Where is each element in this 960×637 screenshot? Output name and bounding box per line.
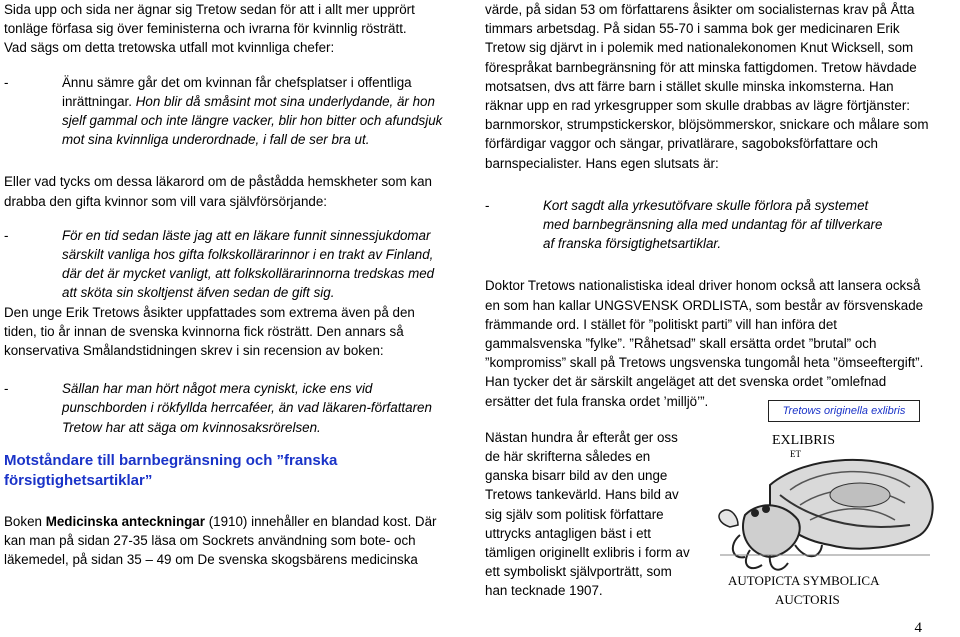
quote-dash: - <box>4 381 9 397</box>
paragraph-medicinska-rest: (1910) innehåller en blandad kost. Där kan man på sidan 27-35 läsa om Sockrets användning som bote- och läkemedel, på sidan 35 – 49 om De svenska skogsbärens medicinska <box>4 513 437 568</box>
exlibris-bottom-line2: AUCTORIS <box>775 592 840 607</box>
book-title: Medicinska anteckningar <box>45 513 205 529</box>
quote-chefer <box>4 73 444 150</box>
left-column <box>4 0 444 569</box>
quote-smalandstidningen <box>4 379 434 437</box>
quote-chefer-lead: Ännu sämre går det om kvinnan får chefsplatser i offentliga inrättningar. <box>62 74 412 109</box>
paragraph-extrema: Den unge Erik Tretows åsikter uppfattades som extrema även på den tiden, tio år innan de svenska kvinnorna fick rösträtt. Den annars så konservativa Smålandstidningen skrev i sin recension av boken: <box>4 304 415 359</box>
quote-lakare <box>4 226 444 303</box>
quote-smaland-text: Sällan har man hört något mera cyniskt, icke ens vid punschborden i rökfyllda herrcaféer, än vad läkaren-författaren Tretow har att säga om kvinnosaksrörelsen. <box>62 381 432 435</box>
exlibris-top-text: EXLIBRIS <box>772 433 835 448</box>
paragraph-ordlista: Doktor Tretows nationalistiska ideal driver honom också att lansera också en som han kallar UNGSVENSK ORDLISTA, som består av försvenskade främmande ord. I stället för ”politiskt parti” vill han införa det gammalsvenska ”fylke”. ”Råhetsad” skall ersätta ordet ”brutal” och ”kompromiss” skall på Tretows ungsvenska tungomål heta ”ömseeftergift”. Han tycker det är särskilt angeläget att det svenska ordet ”omlefnad ersätter det fula franska ordet ’milljö’”. <box>485 278 924 409</box>
quote-dash: - <box>485 197 490 213</box>
exlibris-bottom-line1: AUTOPICTA SYMBOLICA <box>728 573 880 588</box>
paragraph-exlibris: Nästan hundra år efteråt ger oss de här skrifterna således en ganska bisarr bild av den unge Tretows tankevärld. Hans bild av sig själv som politisk författare uttrycks antagligen bäst i ett tämligen originellt exlibris i form av ett symboliskt självporträtt, som han tecknade 1907. <box>485 429 690 599</box>
exlibris-top-sub: ET <box>790 449 801 459</box>
quote-dash: - <box>4 74 9 90</box>
paragraph-medicinska <box>4 512 444 570</box>
quote-dash: - <box>4 227 9 243</box>
exlibris-caption: Tretows originella exlibris <box>768 400 920 422</box>
quote-kort-text: Kort sagdt alla yrkesutöfvare skulle förlora på systemet med barnbegränsning alla med undantag för af tillverkare af franska försigtighetsartiklar. <box>543 197 883 252</box>
exlibris-image <box>710 395 940 623</box>
quote-chefer-text: Hon blir då småsint mot sina underlydande, är hon sjelf gammal och inte längre vacker, blir hon bitter och afundsjuk mot sina kvinnliga underordnade, i fall de ser bra ut. <box>62 93 443 148</box>
hermit-crab-drawing <box>710 395 940 623</box>
quote-kort-sagdt <box>485 196 883 254</box>
intro-paragraph: Sida upp och sida ner ägnar sig Tretow sedan för att i allt mer upprört tonläge förfasa sig över feministerna och ivrarna för kvinnlig rösträtt. Vad sägs om detta tretowska utfall mot kvinnliga chefer: <box>4 2 415 56</box>
paragraph-medicinska-lead: Boken <box>4 513 46 529</box>
page-number: 4 <box>914 620 922 636</box>
section-heading: Motståndare till barnbegränsning och ”franska försigtighetsartiklar” <box>4 451 338 489</box>
paragraph-lakarord: Eller vad tycks om dessa läkarord om de påstådda hemskheter som kan drabba den gifta kvinnor som vill vara självförsörjande: <box>4 174 432 209</box>
quote-lakare-text: För en tid sedan läste jag att en läkare funnit sinnessjukdomar särskilt vanliga hos gifta folkskollärarinnor i en trakt av Finland, där det är mycket vanligt, att folkskollärarinnorna tredskas med att sköta sin skoltjenst äfven sedan de gift sig. <box>62 227 435 301</box>
paragraph-wicksell: värde, på sidan 53 om författarens åsikter om socialisternas krav på Åtta timmars arbetsdag. På sidan 55-70 i samma bok ger medicinaren Erik Tretow sig djärvt in i polemik med nationalekonomen Knut Wicksell, som förespråkat barnbegränsning för att minska fattigdomen. Tretow hävdade motsatsen, dvs att färre barn i stället skulle minska inkomsterna. Han räknar upp en rad yrkesgrupper som skulle drabbas av lägre förtjänster: barnmorskor, strumpstickerskor, blöjsömmerskor, snickare och målare som förfärdigar vaggor och sängar, privatlärare, sagoboksförfattare och barnspecialister. Hans egen slutsats är: <box>485 2 929 171</box>
